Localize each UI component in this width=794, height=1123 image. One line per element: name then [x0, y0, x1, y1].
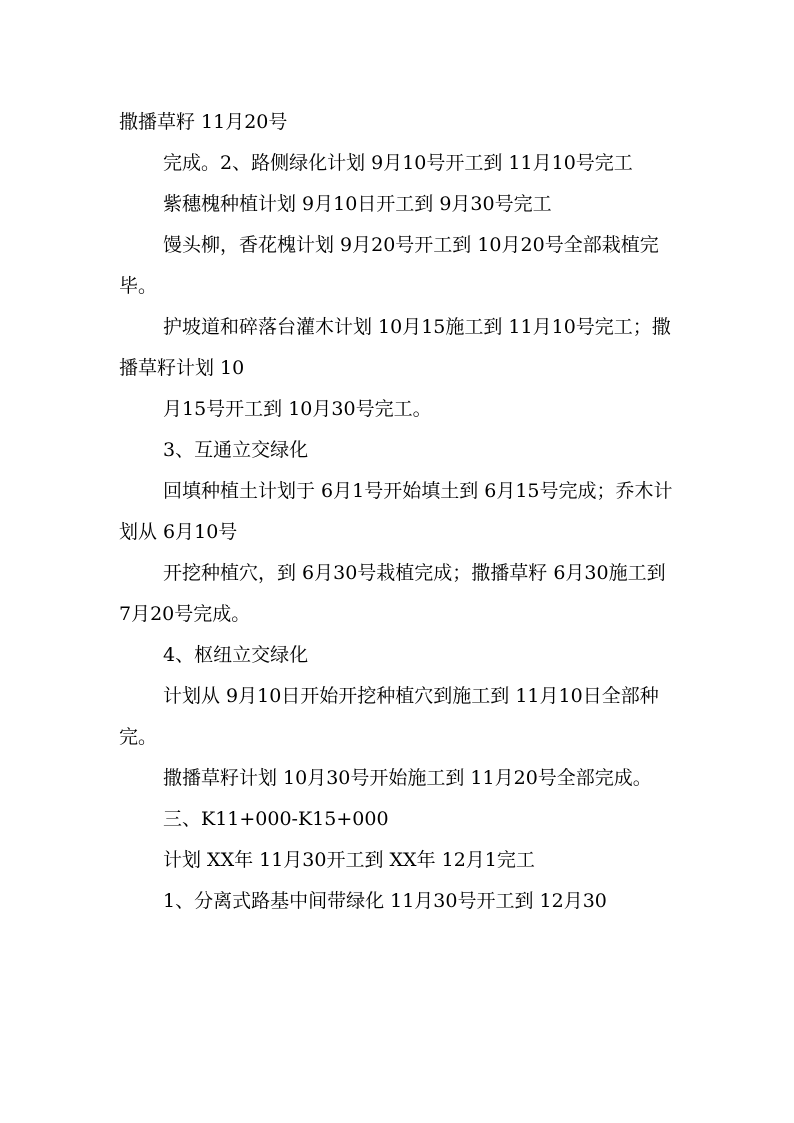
document-body — [119, 102, 679, 922]
paragraph: 三、K11+000-K15+000 — [163, 808, 389, 830]
paragraph: 完成。2、路侧绿化计划 9月10号开工到 11月10号完工 — [163, 152, 633, 174]
paragraph: 撒播草籽 11月20号 — [119, 111, 288, 133]
paragraph: 4、枢纽立交绿化 — [163, 644, 309, 666]
paragraph: 3、互通立交绿化 — [163, 439, 309, 461]
paragraph: 回填种植土计划于 6月1号开始填土到 6月15号完成；乔木计划从 6月10号 — [119, 480, 673, 543]
paragraph: 计划 XX年 11月30开工到 XX年 12月1完工 — [163, 849, 535, 871]
paragraph: 馒头柳，香花槐计划 9月20号开工到 10月20号全部栽植完毕。 — [119, 234, 659, 297]
paragraph: 护坡道和碎落台灌木计划 10月15施工到 11月10号完工；撒播草籽计划 10 — [119, 316, 671, 379]
paragraph: 1、分离式路基中间带绿化 11月30号开工到 12月30 — [163, 890, 607, 912]
paragraph: 计划从 9月10日开始开挖种植穴到施工到 11月10日全部种完。 — [119, 685, 659, 748]
paragraph: 紫穗槐种植计划 9月10日开工到 9月30号完工 — [163, 193, 552, 215]
paragraph: 月15号开工到 10月30号完工。 — [163, 398, 432, 420]
paragraph: 撒播草籽计划 10月30号开始施工到 11月20号全部完成。 — [163, 767, 652, 789]
paragraph: 开挖种植穴，到 6月30号栽植完成；撒播草籽 6月30施工到 7月20号完成。 — [119, 562, 666, 625]
